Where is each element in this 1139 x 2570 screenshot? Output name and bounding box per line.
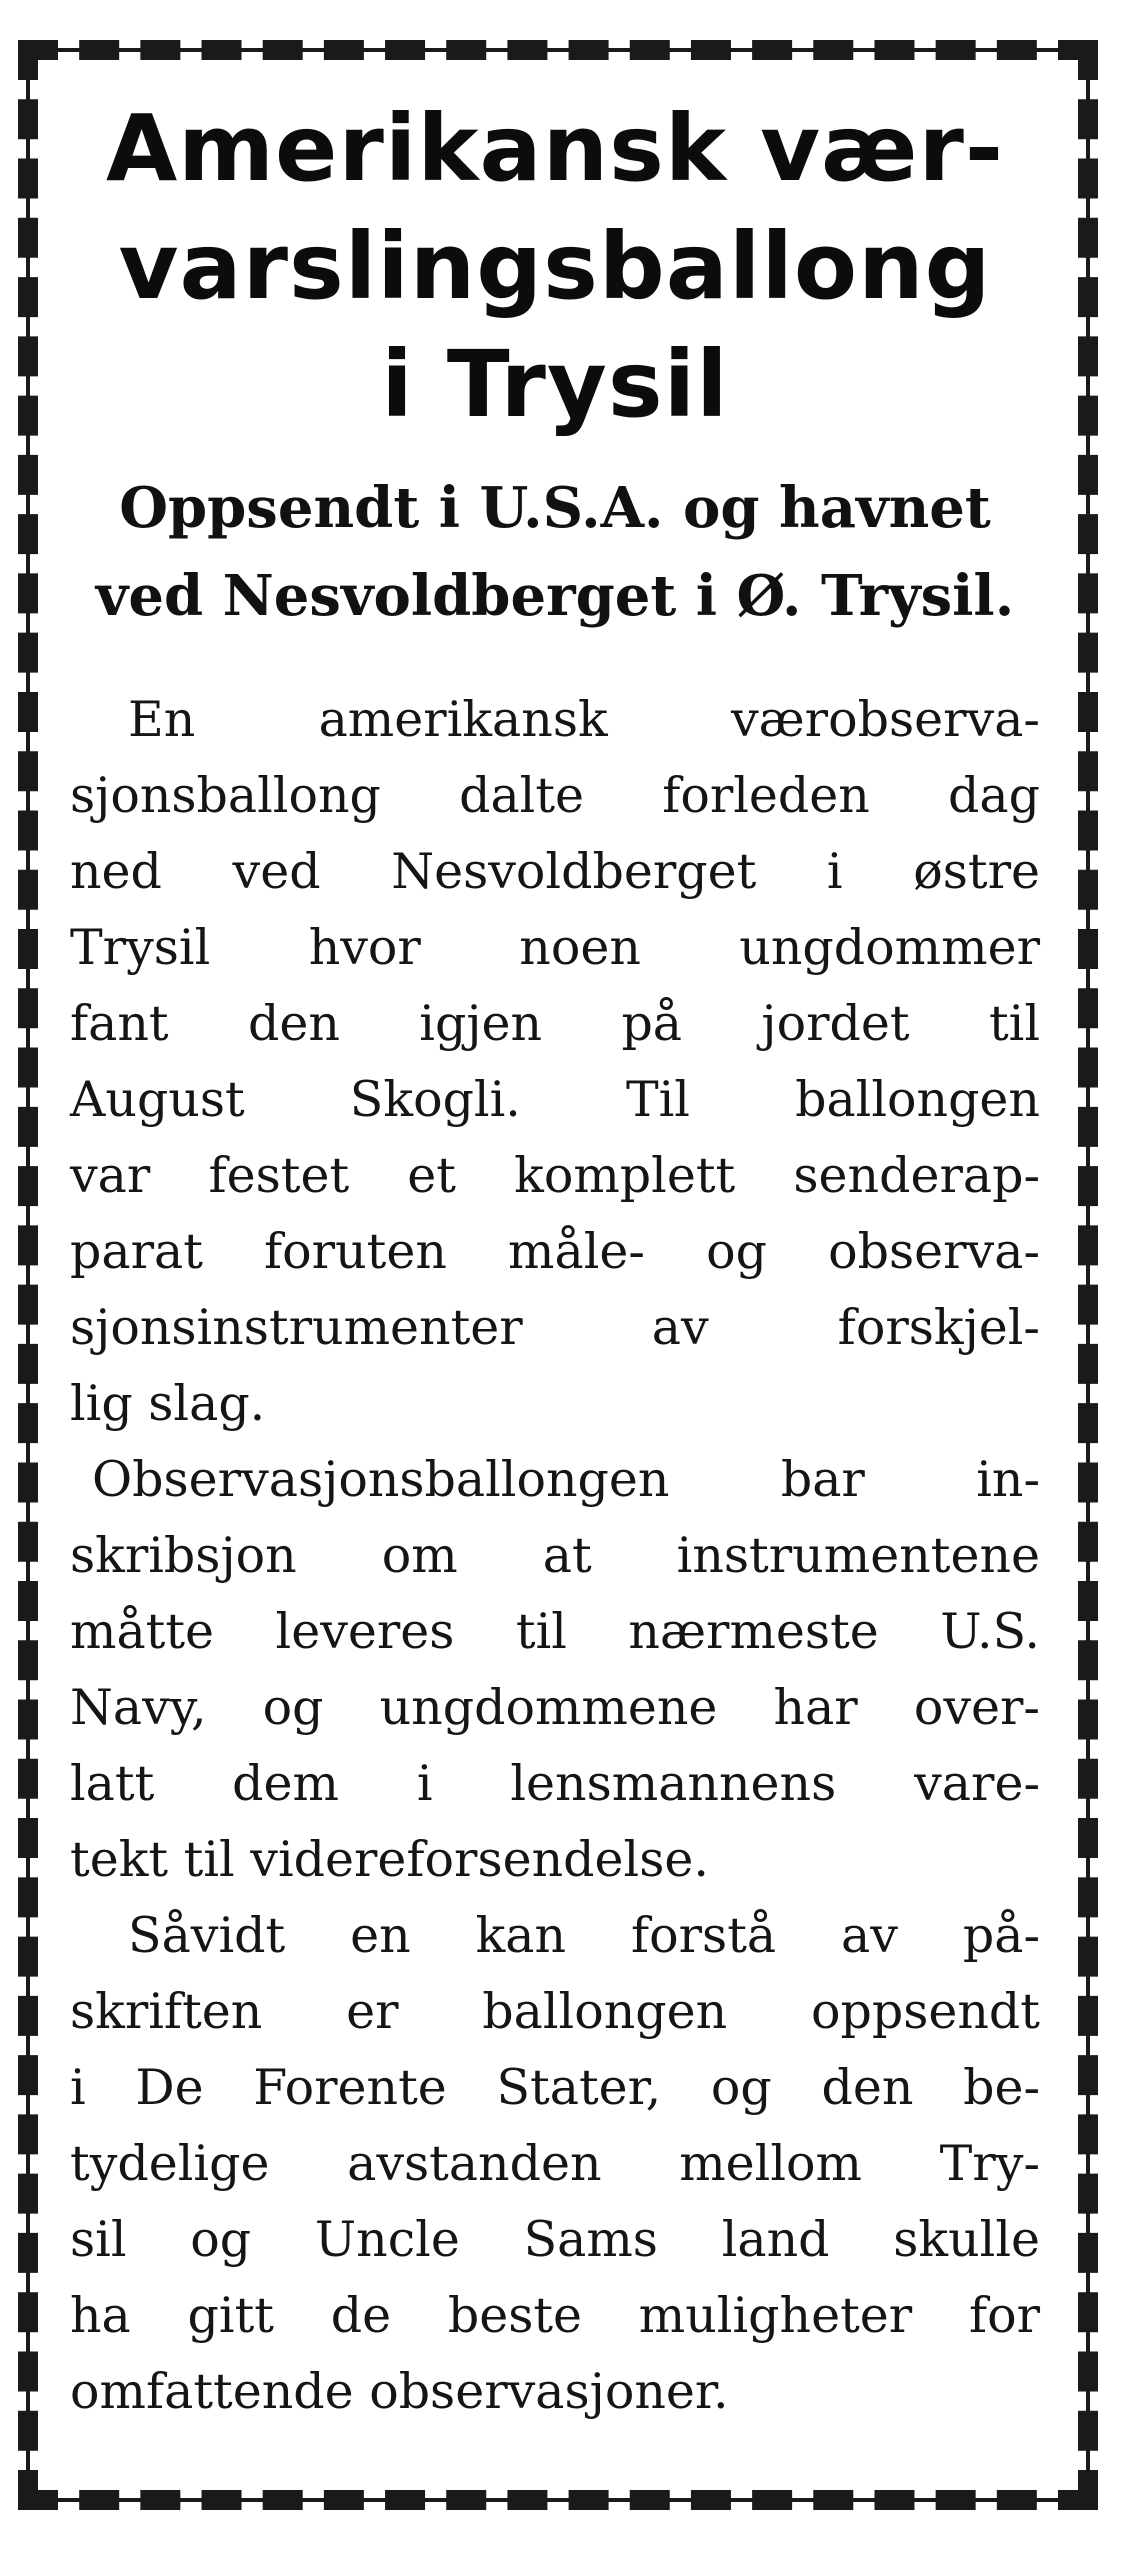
text-line: skriften er ballongen oppsendt: [70, 1983, 1040, 2040]
text-line: August Skogli. Til ballongen: [70, 1071, 1040, 1128]
paragraph-3: [70, 1898, 1040, 2430]
text-line: i De Forente Stater, og den be-: [70, 2059, 1040, 2116]
paragraph-2: [70, 1442, 1040, 1898]
paragraph-1: [70, 682, 1040, 1442]
text-line: Såvidt en kan forstå av på-: [128, 1907, 1040, 1964]
text-line: omfattende observasjoner.: [70, 2363, 729, 2420]
text-line: var festet et komplett senderap-: [70, 1147, 1040, 1204]
text-line: tydelige avstanden mellom Try-: [70, 2135, 1040, 2192]
text-line: sjonsinstrumenter av forskjel-: [70, 1299, 1040, 1356]
subheadline-line: Oppsendt i U.S.A. og havnet: [119, 475, 991, 541]
headline-line: i Trysil: [381, 331, 729, 438]
text-line: tekt til videreforsendelse.: [70, 1831, 709, 1888]
headline: [70, 90, 1040, 444]
text-line: fant den igjen på jordet til: [70, 995, 1040, 1052]
text-line: sjonsballong dalte forleden dag: [70, 767, 1040, 824]
text-line: parat foruten måle- og observa-: [70, 1223, 1040, 1280]
text-line: sil og Uncle Sams land skulle: [70, 2211, 1040, 2268]
text-line: Navy, og ungdommene har over-: [70, 1679, 1040, 1736]
text-line: måtte leveres til nærmeste U.S.: [70, 1603, 1040, 1660]
headline-line: varslingsballong: [118, 213, 992, 320]
text-line: Trysil hvor noen ungdommer: [70, 919, 1040, 976]
text-line: Observasjonsballongen bar in-: [92, 1451, 1040, 1508]
subheadline: [70, 464, 1040, 640]
text-line: skribsjon om at instrumentene: [70, 1527, 1040, 1584]
text-line: ned ved Nesvoldberget i østre: [70, 843, 1040, 900]
headline-line: Amerikansk vær-: [105, 95, 1005, 202]
text-line: ha gitt de beste muligheter for: [70, 2287, 1040, 2344]
text-line: latt dem i lensmannens vare-: [70, 1755, 1040, 1812]
article: [70, 90, 1040, 2430]
subheadline-line: ved Nesvoldberget i Ø. Trysil.: [95, 563, 1015, 629]
text-line: lig slag.: [70, 1375, 266, 1432]
text-line: En amerikansk værobserva-: [128, 691, 1040, 748]
